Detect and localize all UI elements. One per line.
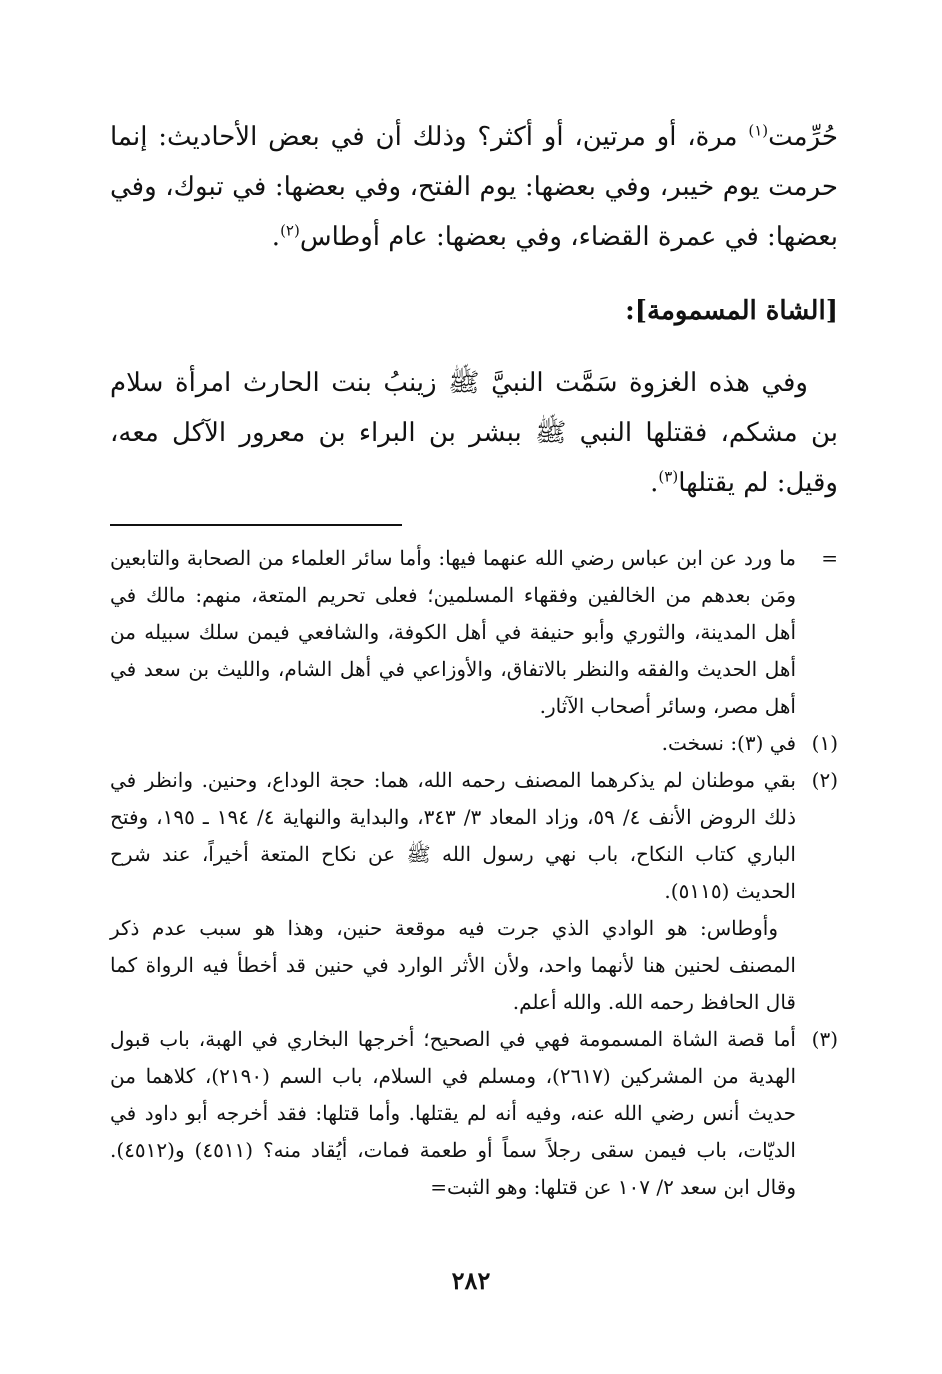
footnote-continuation [110,540,838,725]
footnotes [110,540,838,1206]
paragraph-2 [110,358,838,508]
paragraph-2-end: . [650,468,659,498]
footnote-marker: (٣) [811,1027,838,1051]
paragraph-1-start: حُرِّمت [768,122,838,152]
page-body [110,112,838,1206]
paragraph-2-body: وفي هذه الغزوة سَمَّت النبيَّ ﷺ زينبُ بنت الحارث امرأة سلام بن مشكم، فقتلها النبي ﷺ ببشر بن البراء بن معرور الآكل معه، وقيل: لم يقتلها [110,368,838,498]
footnote-marker: (١) [811,731,838,755]
page-number: ٢٨٢ [451,1266,491,1295]
footnote-ref-1[interactable]: (١) [748,121,769,140]
footnote-marker: (٢) [811,768,838,792]
paragraph-1 [110,112,838,262]
paragraph-1-end: . [271,222,281,252]
footnote-text-2: وأوطاس: هو الوادي الذي جرت فيه موقعة حنين، وهذا هو سبب عدم ذكر المصنف لحنين هنا لأنهما واحد، ولأن الأثر الوارد في حنين قد أخطأ فيه الرواة كما قال الحافظ رحمه الله. والله أعلم. [110,916,796,1014]
footnote-marker: = [821,546,838,570]
footnote-3 [110,1021,838,1206]
footnote-divider [110,524,402,526]
footnote-text: ما ورد عن ابن عباس رضي الله عنهما فيها: وأما سائر العلماء من الصحابة والتابعين ومَن بعدهم من الخالفين وفقهاء المسلمين؛ فعلى تحريم المتعة، منهم: مالك في أهل المدينة، والثوري وأبو حنيفة في أهل الكوفة، والشافعي فيمن سلك سبيله من أهل الحديث والفقه والنظر بالاتفاق، والأوزاعي في أهل الشام، والليث بن سعد في أهل مصر، وسائر أصحاب الآثار. [110,546,796,718]
footnote-text: أما قصة الشاة المسمومة فهي في الصحيح؛ أخرجها البخاري في الهبة، باب قبول الهدية من المشركين (٢٦١٧)، ومسلم في السلام، باب السم (٢١٩٠)، كلاهما من حديث أنس رضي الله عنه، وفيه أنه لم يقتلها. وأما قتلها: فقد أخرجه أبو داود في الديّات، باب فيمن سقى رجلاً سماً أو طعمة فمات، أيُقاد منه؟ (٤٥١١) و(٤٥١٢). وقال ابن سعد ٢/ ١٠٧ عن قتلها: وهو الثبت= [110,1027,797,1199]
footnote-text: في (٣): نسخت. [661,731,796,755]
footnote-ref-3[interactable]: (٣) [658,467,679,486]
footnote-text: بقي موطنان لم يذكرهما المصنف رحمه الله، هما: حجة الوداع، وحنين. وانظر في ذلك الروض الأنف ٤/ ٥٩، وزاد المعاد ٣/ ٣٤٣، والبداية والنهاية ٤/ ١٩٤ ـ ١٩٥، وفتح الباري كتاب النكاح، باب نهي رسول الله ﷺ عن نكاح المتعة أخيراً، عند شرح الحديث (٥١١٥). [110,768,797,903]
paragraph-1-body: مرة، أو مرتين، أو أكثر؟ وذلك أن في بعض الأحاديث: إنما حرمت يوم خيبر، وفي بعضها: يوم الفتح، وفي بعضها: في تبوك، وفي بعضها: في عمرة القضاء، وفي بعضها: عام أوطاس [110,122,838,252]
footnote-2 [110,762,838,1021]
section-heading: [الشاة المسمومة]: [625,296,838,326]
footnote-ref-2[interactable]: (٢) [280,221,300,240]
main-text [110,112,838,508]
footnote-1 [110,725,838,762]
